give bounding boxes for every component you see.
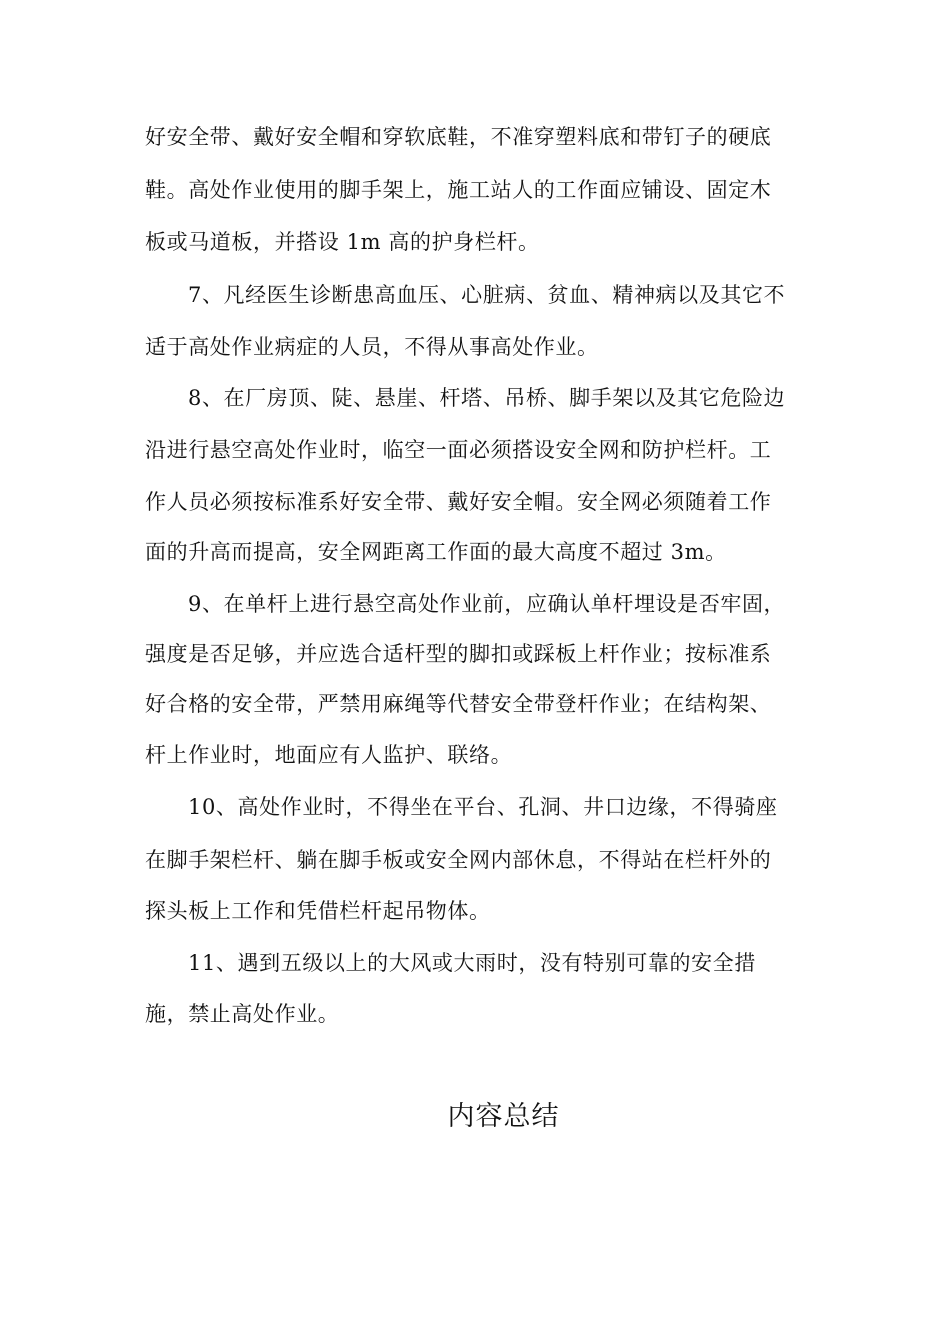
text-line: 杆上作业时，地面应有人监护、联络。 [145,743,513,767]
text-line: 强度是否足够，并应选合适杆型的脚扣或踩板上杆作业；按标准系 [145,642,772,666]
item-7-line: 7、凡经医生诊断患高血压、心脏病、贫血、精神病以及其它不 [188,283,786,307]
text-line: 鞋。高处作业使用的脚手架上，施工站人的工作面应铺设、固定木 [145,178,772,202]
summary-heading: 内容总结 [447,1101,560,1132]
text-line: 好安全带、戴好安全帽和穿软底鞋，不准穿塑料底和带钉子的硬底 [145,125,772,149]
text-line: 沿进行悬空高处作业时，临空一面必须搭设安全网和防护栏杆。工 [145,438,772,462]
text-line: 在脚手架栏杆、躺在脚手板或安全网内部休息，不得站在栏杆外的 [145,848,772,872]
item-11-line: 11、遇到五级以上的大风或大雨时，没有特别可靠的安全措 [188,951,756,975]
text-line: 作人员必须按标准系好安全带、戴好安全帽。安全网必须随着工作 [145,490,772,514]
item-8-line: 8、在厂房顶、陡、悬崖、杆塔、吊桥、脚手架以及其它危险边 [188,386,786,410]
item-10-line: 10、高处作业时，不得坐在平台、孔洞、井口边缘，不得骑座 [188,795,778,819]
text-line: 施，禁止高处作业。 [145,1002,340,1026]
item-9-line: 9、在单杆上进行悬空高处作业前，应确认单杆埋设是否牢固， [188,592,786,616]
text-line: 探头板上工作和凭借栏杆起吊物体。 [145,899,491,923]
text-line: 适于高处作业病症的人员，不得从事高处作业。 [145,335,599,359]
text-line: 面的升高而提高，安全网距离工作面的最大高度不超过 3m。 [145,540,727,564]
text-line: 板或马道板，并搭设 1m 高的护身栏杆。 [145,230,540,254]
text-line: 好合格的安全带，严禁用麻绳等代替安全带登杆作业；在结构架、 [145,692,772,716]
